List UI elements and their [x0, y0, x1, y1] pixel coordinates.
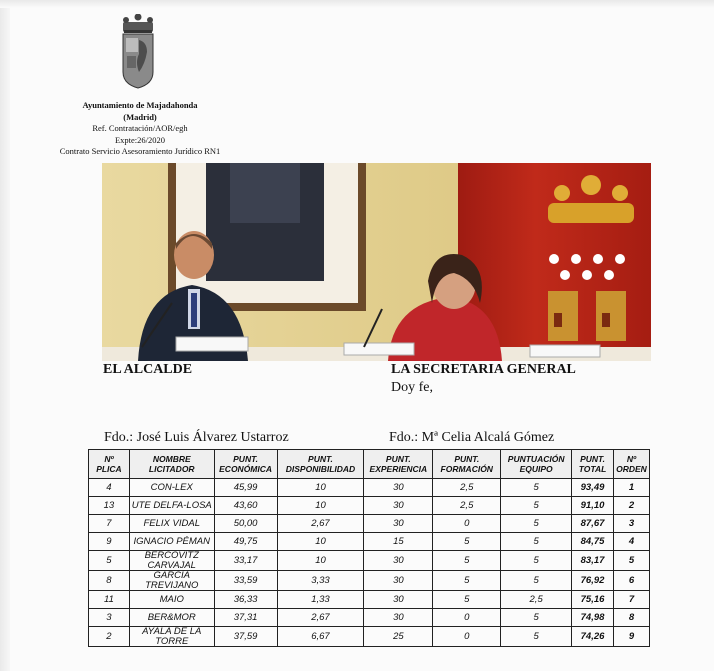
table-cell: 8: [89, 571, 130, 591]
table-cell: 50,00: [214, 515, 277, 533]
municipality-region: (Madrid): [123, 111, 157, 122]
column-header-line: PUNT.: [580, 454, 605, 464]
table-cell: 2,67: [277, 609, 364, 627]
table-cell: 7: [613, 591, 649, 609]
table-row: [89, 497, 650, 515]
table-cell: 5: [433, 571, 501, 591]
table-cell: 5: [501, 609, 572, 627]
table-cell: 9: [89, 533, 130, 551]
municipality-name: Ayuntamiento de Majadahonda: [82, 100, 198, 110]
column-header-line: LICITADOR: [148, 464, 195, 474]
column-header: [613, 450, 649, 479]
table-row: [89, 533, 650, 551]
table-cell: 84,75: [572, 533, 614, 551]
table-cell: 49,75: [214, 533, 277, 551]
table-cell: 2: [613, 497, 649, 515]
table-cell: 74,98: [572, 609, 614, 627]
table-cell: UTE DELFA-LOSA: [129, 497, 214, 515]
column-header: [501, 450, 572, 479]
table-cell: 30: [364, 571, 433, 591]
table-row: [89, 515, 650, 533]
table-cell: 7: [89, 515, 130, 533]
table-row: [89, 627, 650, 647]
column-header-line: ORDEN: [616, 464, 647, 474]
table-cell: 1: [613, 479, 649, 497]
column-header-line: Nº: [104, 454, 114, 464]
column-header-line: Nº: [626, 454, 637, 464]
table-cell: 0: [433, 609, 501, 627]
column-header: [214, 450, 277, 479]
table-cell: 33,59: [214, 571, 277, 591]
table-cell: 5: [501, 497, 572, 515]
column-header-line: PUNT.: [233, 454, 259, 464]
column-header: [572, 450, 614, 479]
table-cell: 5: [433, 533, 501, 551]
column-header-line: DISPONIBILIDAD: [285, 464, 356, 474]
table-cell: 5: [501, 627, 572, 647]
table-cell: MAIO: [129, 591, 214, 609]
contract-reference: Ref. Contratación/AOR/egh: [92, 123, 188, 133]
table-cell: 8: [613, 609, 649, 627]
column-header: [277, 450, 364, 479]
table-cell: 37,31: [214, 609, 277, 627]
table-cell: 0: [433, 627, 501, 647]
table-cell: 5: [501, 479, 572, 497]
table-cell: 36,33: [214, 591, 277, 609]
table-cell: 37,59: [214, 627, 277, 647]
column-header-line: PUNT.: [308, 454, 333, 464]
table-cell: 10: [277, 497, 364, 515]
table-cell: 2,5: [501, 591, 572, 609]
table-cell: 5: [501, 515, 572, 533]
table-cell: 30: [364, 591, 433, 609]
page-edge-top: [0, 0, 714, 8]
table-cell: 5: [433, 591, 501, 609]
table-cell: 1,33: [277, 591, 364, 609]
column-header: [89, 450, 130, 479]
table-cell: 5: [89, 551, 130, 571]
column-header-line: EQUIPO: [519, 464, 553, 474]
table-cell: 6: [613, 571, 649, 591]
column-header-line: PUNTUACIÓN: [507, 454, 565, 464]
table-cell: 9: [613, 627, 649, 647]
table-cell: 6,67: [277, 627, 364, 647]
table-cell: IGNACIO PÉMAN: [129, 533, 214, 551]
table-cell: CON-LEX: [129, 479, 214, 497]
table-cell: 10: [277, 551, 364, 571]
meeting-photo: [102, 163, 651, 361]
table-cell: 43,60: [214, 497, 277, 515]
table-header-row: [89, 450, 650, 479]
column-header: [364, 450, 433, 479]
file-number: Expte:26/2020: [114, 134, 166, 145]
document-header: [30, 100, 250, 158]
table-cell: BER&MOR: [129, 609, 214, 627]
table-cell: 5: [501, 551, 572, 571]
table-cell: 2: [89, 627, 130, 647]
municipal-coat-of-arms-icon: [117, 14, 159, 90]
table-cell: BERCOVITZ CARVAJAL: [129, 551, 214, 571]
table-cell: 30: [364, 497, 433, 515]
table-cell: 75,16: [572, 591, 614, 609]
column-header: [433, 450, 501, 479]
table-cell: 33,17: [214, 551, 277, 571]
page-edge: [0, 0, 10, 671]
secretary-title: LA SECRETARIA GENERAL: [391, 362, 576, 377]
table-cell: 3: [89, 609, 130, 627]
table-cell: GARCÍA TREVIJANO: [129, 571, 214, 591]
table-cell: 5: [433, 551, 501, 571]
attestation-text: Doy fe,: [391, 380, 433, 395]
table-row: [89, 571, 650, 591]
column-header-line: PLICA: [96, 464, 122, 474]
table-cell: 15: [364, 533, 433, 551]
table-cell: 5: [613, 551, 649, 571]
table-row: [89, 591, 650, 609]
column-header-line: TOTAL: [578, 464, 607, 474]
column-header-line: PUNT.: [385, 454, 411, 464]
table-cell: 30: [364, 551, 433, 571]
table-cell: AYALA DE LA TORRE: [129, 627, 214, 647]
table-cell: 10: [277, 479, 364, 497]
table-cell: 76,92: [572, 571, 614, 591]
table-cell: 4: [89, 479, 130, 497]
table-cell: 30: [364, 515, 433, 533]
table-cell: 45,99: [214, 479, 277, 497]
column-header-line: FORMACIÓN: [440, 464, 493, 474]
mayor-title: EL ALCALDE: [103, 362, 193, 377]
table-cell: 5: [501, 571, 572, 591]
table-row: [89, 609, 650, 627]
table-cell: 93,49: [572, 479, 614, 497]
table-cell: 10: [277, 533, 364, 551]
table-cell: 2,67: [277, 515, 364, 533]
table-cell: 83,17: [572, 551, 614, 571]
column-header-line: PUNT.: [454, 454, 480, 464]
column-header: [129, 450, 214, 479]
column-header-line: EXPERIENCIA: [369, 464, 428, 474]
contract-description: Contrato Servicio Asesoramiento Jurídico RN1: [59, 146, 221, 156]
table-cell: 74,26: [572, 627, 614, 647]
table-cell: 11: [89, 591, 130, 609]
table-row: [89, 479, 650, 497]
column-header-line: ECONÓMICA: [219, 464, 273, 474]
table-cell: 30: [364, 479, 433, 497]
table-row: [89, 551, 650, 571]
table-cell: 25: [364, 627, 433, 647]
table-cell: 3,33: [277, 571, 364, 591]
column-header-line: NOMBRE: [152, 454, 191, 464]
table-cell: 0: [433, 515, 501, 533]
table-cell: 13: [89, 497, 130, 515]
table-cell: 4: [613, 533, 649, 551]
bidder-scores-table: [88, 449, 650, 647]
table-cell: FELIX VIDAL: [129, 515, 214, 533]
table-cell: 87,67: [572, 515, 614, 533]
table-cell: 5: [501, 533, 572, 551]
table-cell: 3: [613, 515, 649, 533]
secretary-signature: Fdo.: Mª Celia Alcalá Gómez: [389, 430, 555, 445]
table-cell: 91,10: [572, 497, 614, 515]
mayor-signature: Fdo.: José Luis Álvarez Ustarroz: [104, 430, 289, 445]
table-cell: 2,5: [433, 497, 501, 515]
table-cell: 2,5: [433, 479, 501, 497]
table-cell: 30: [364, 609, 433, 627]
